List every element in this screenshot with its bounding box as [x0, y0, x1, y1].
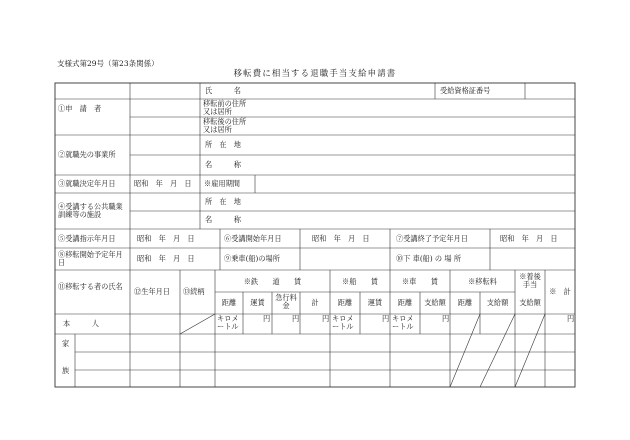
- end-date-label: ⑦受講終了予定年月日: [396, 234, 468, 243]
- end-date-value: 昭和 年 月 日: [500, 234, 558, 243]
- moving-pay-header: 支給額: [486, 298, 509, 307]
- car-distance-header: 距離: [397, 298, 413, 307]
- instruction-date-label: ⑤受講指示年月日: [58, 234, 116, 243]
- decision-date-value: 昭和 年 月 日: [134, 179, 192, 188]
- cert-number-label: 受給資格証番号: [440, 86, 491, 95]
- rail-subtotal-yen: 円: [322, 314, 330, 323]
- applicant-label: ①申 請 者: [58, 104, 102, 113]
- start-date-label: ⑥受講開始年月日: [224, 234, 282, 243]
- addr-after-label: 移転後の住所又は居所: [203, 117, 247, 134]
- moving-distance-header: 距離: [457, 298, 473, 307]
- move-date-value: 昭和 年 月 日: [137, 254, 195, 263]
- start-date-value: 昭和 年 月 日: [312, 234, 370, 243]
- ship-fare-label: ※船 賃: [342, 277, 378, 286]
- car-pay-header: 支給額: [424, 298, 446, 307]
- rail-distance-header: 距離: [221, 298, 237, 307]
- rail-fare-yen: 円: [263, 314, 271, 323]
- employer-location-label: 所 在 地: [205, 140, 241, 149]
- move-date-label: ⑧移転開始予定年月日: [58, 250, 123, 267]
- self-row-label: 本 人: [63, 319, 99, 328]
- training-location-label: 所 在 地: [205, 197, 241, 206]
- car-fare-label: ※車 賃: [402, 277, 438, 286]
- employment-period-label: ※雇用期間: [204, 179, 240, 188]
- rail-fare-label: ※鉄 道 賃: [243, 277, 302, 286]
- rail-km-unit: キロメートル: [217, 314, 239, 331]
- car-km-unit: キロメートル: [392, 314, 414, 331]
- form-number: 支様式第29号（第23条関係）: [57, 59, 159, 68]
- family-label-1: 家: [62, 339, 70, 348]
- employer-label: ②就職先の事業所: [58, 150, 116, 159]
- family-label-2: 族: [62, 366, 70, 375]
- rail-express-yen: 円: [292, 314, 300, 323]
- employer-name-label: 名 称: [205, 160, 241, 169]
- rail-express-header: 急行料金: [275, 293, 297, 310]
- ship-distance-header: 距離: [337, 298, 353, 307]
- form-title: 移転費に相当する退職手当支給申請書: [233, 68, 397, 78]
- total-label: ※ 計: [549, 287, 571, 296]
- ship-km-unit: キロメートル: [332, 314, 354, 331]
- ship-fare-header: 運賃: [367, 298, 383, 307]
- alighting-place-label: ⑩下 車(船) の 場 所: [396, 254, 462, 263]
- arrival-pay-header: 支給額: [519, 298, 541, 307]
- rail-fare-header: 運賃: [250, 298, 265, 307]
- applicant-name-label: 氏 名: [205, 86, 241, 95]
- ship-fare-yen: 円: [382, 314, 390, 323]
- moving-fee-label: ※移転料: [468, 277, 497, 286]
- training-label: ④受講する公共職業訓練等の施設: [58, 202, 123, 219]
- relation-label: ⑬続柄: [183, 287, 205, 296]
- total-yen: 円: [567, 314, 575, 323]
- addr-before-label: 移転前の住所又は居所: [203, 99, 247, 116]
- persons-label: ⑪移転する者の氏名: [58, 282, 123, 291]
- boarding-place-label: ⑨乗車(船)の場所: [224, 254, 280, 263]
- instruction-date-value: 昭和 年 月 日: [137, 234, 195, 243]
- rail-subtotal-header: 計: [311, 298, 319, 307]
- training-name-label: 名 称: [205, 215, 241, 224]
- decision-date-label: ③就職決定年月日: [58, 179, 116, 188]
- arrival-allowance-label: ※着後手当: [519, 272, 541, 289]
- birth-date-label: ⑫生年月日: [134, 287, 170, 296]
- car-pay-yen: 円: [442, 314, 450, 323]
